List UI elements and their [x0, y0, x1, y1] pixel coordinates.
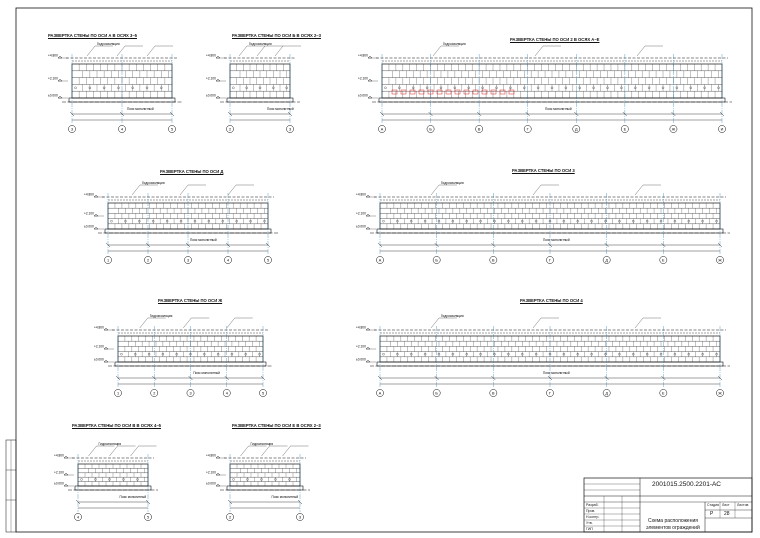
role-4: Утв.	[586, 521, 593, 525]
note-hydro: Гидроизоляция	[142, 181, 165, 185]
note-hydro: Гидроизоляция	[443, 42, 466, 46]
wall-elevation-v2	[206, 42, 301, 133]
axis-label: В	[477, 127, 481, 132]
elevation-label: ±0.000	[356, 224, 366, 229]
axis-label: Г	[526, 127, 529, 132]
note-hydro: Гидроизоляция	[249, 42, 272, 46]
role-3: Н.контр.	[586, 515, 600, 519]
note-beam: Пояс монолитный	[193, 371, 220, 375]
highlight-block	[392, 90, 397, 94]
highlight-block	[509, 90, 514, 94]
note-beam: Пояс монолитный	[190, 238, 217, 242]
note-beam: Пояс монолитный	[543, 238, 570, 242]
wall-elevation-v4	[84, 181, 278, 264]
highlight-block	[446, 90, 451, 94]
axis-label: Ж	[718, 391, 722, 396]
note-hydro: Гидроизоляция	[149, 314, 173, 318]
axis-label: А	[378, 258, 382, 263]
axis-label: 4	[226, 258, 230, 263]
sheet-number: 28	[724, 511, 730, 517]
note-hydro: Гидроизоляция	[441, 181, 464, 185]
axis-label: Б	[435, 258, 438, 263]
elevation-label: +4.800	[358, 53, 368, 58]
note-beam: Пояс монолитный	[127, 107, 154, 111]
axis-label: 2	[146, 258, 150, 263]
axis-label: В	[492, 258, 495, 263]
highlight-block	[419, 90, 424, 94]
axis-label: Ж	[671, 127, 676, 132]
note-beam: Пояс монолитный	[271, 495, 299, 499]
note-beam: Пояс монолитный	[119, 495, 147, 499]
axis-label: Б	[429, 127, 432, 132]
note-hydro: Гидроизоляция	[98, 442, 122, 446]
axis-label: Е	[662, 391, 665, 396]
axis-label: Е	[662, 258, 665, 263]
elevation-label: +2.100	[206, 470, 216, 475]
elevation-label: ±0.000	[84, 224, 94, 229]
highlight-block	[473, 90, 478, 94]
axis-label: 3	[298, 515, 302, 520]
elevation-label: +4.800	[54, 453, 64, 458]
highlight-block	[410, 90, 415, 94]
axis-label: Б	[435, 391, 438, 396]
wall-elevation-v7	[356, 314, 730, 397]
axis-label: 4	[76, 515, 80, 520]
axis-label: Ж	[718, 258, 722, 263]
stage-label: Стадия	[707, 503, 719, 507]
note-beam: Пояс монолитный	[267, 107, 294, 111]
note-beam: Пояс монолитный	[543, 371, 570, 375]
axis-label: А	[380, 127, 384, 132]
view-title-v1: РАЗВЕРТКА СТЕНЫ ПО ОСИ А В ОСЯХ 3–5	[48, 33, 137, 38]
elevation-label: +2.100	[54, 470, 64, 475]
highlight-block	[464, 90, 469, 94]
axis-label: 3	[70, 127, 74, 132]
elevation-label: +2.100	[358, 76, 368, 81]
highlight-block	[500, 90, 505, 94]
elevation-label: ±0.000	[358, 93, 368, 98]
axis-label: 2	[228, 515, 232, 520]
axis-label: Г	[548, 391, 552, 396]
elevation-label: +2.100	[356, 344, 366, 349]
highlight-block	[491, 90, 496, 94]
elevation-label: ±0.000	[206, 93, 216, 98]
note-beam: Пояс монолитный	[545, 107, 572, 111]
view-title-v4: РАЗВЕРТКА СТЕНЫ ПО ОСИ Д	[160, 169, 224, 174]
elevation-label: +2.100	[48, 76, 58, 81]
elevation-label: ±0.000	[356, 357, 366, 362]
axis-label: Е	[623, 127, 627, 132]
axis-label: 3	[288, 127, 292, 132]
axis-label: Г	[548, 258, 552, 263]
role-5: ГИП	[586, 527, 593, 531]
axis-label: 2	[228, 127, 232, 132]
wall-elevation-v8	[54, 442, 158, 521]
sheet-code: 2001015.2500.2201-АС	[652, 481, 721, 488]
axis-label: 5	[266, 258, 270, 263]
axis-label: Д	[605, 391, 608, 396]
highlight-block	[482, 90, 487, 94]
role-1: Разраб.	[586, 503, 599, 507]
axis-label: Д	[574, 127, 578, 132]
elevation-label: ±0.000	[48, 93, 58, 98]
stage-value: Р	[710, 511, 714, 517]
axis-label: 5	[170, 127, 174, 132]
highlight-block	[437, 90, 442, 94]
elevation-label: ±0.000	[206, 481, 216, 486]
elevation-label: +2.100	[206, 76, 216, 81]
elevation-label: +2.100	[356, 211, 366, 216]
axis-label: 1	[116, 391, 120, 396]
elevation-label: +4.800	[48, 53, 58, 58]
wall-elevation-v5	[356, 181, 730, 264]
axis-label: В	[492, 391, 495, 396]
view-title-v2: РАЗВЕРТКА СТЕНЫ ПО ОСИ Б В ОСЯХ 2–3	[232, 33, 321, 38]
elevation-label: +2.100	[84, 211, 94, 216]
highlight-block	[455, 90, 460, 94]
elevation-label: +4.800	[94, 325, 104, 330]
role-2: Пров.	[586, 509, 596, 513]
elevation-label: +4.800	[356, 325, 366, 330]
axis-label: 5	[261, 391, 265, 396]
elevation-label: +4.800	[206, 53, 216, 58]
axis-label: И	[720, 127, 724, 132]
elevation-label: +2.100	[94, 344, 104, 349]
axis-label: 1	[106, 258, 110, 263]
wall-elevation-v9	[206, 442, 310, 521]
sheets-label: Листов	[737, 503, 749, 507]
axis-label: 3	[189, 391, 192, 396]
view-title-v7: РАЗВЕРТКА СТЕНЫ ПО ОСИ 4	[520, 298, 583, 303]
note-hydro: Гидроизоляция	[97, 42, 120, 46]
elevation-label: ±0.000	[54, 481, 64, 486]
axis-label: Д	[605, 258, 608, 263]
axis-label: 4	[120, 127, 124, 132]
elevation-label: ±0.000	[94, 357, 104, 362]
wall-elevation-v6	[94, 314, 273, 397]
view-title-v3: РАЗВЕРТКА СТЕНЫ ПО ОСИ 2 В ОСЯХ А–Е	[510, 37, 600, 42]
note-hydro: Гидроизоляция	[250, 442, 274, 446]
wall-elevation-v3	[358, 42, 732, 133]
sheet-label: Лист	[722, 503, 730, 507]
view-title-v8: РАЗВЕРТКА СТЕНЫ ПО ОСИ В В ОСЯХ 4–5	[72, 423, 161, 428]
axis-label: 5	[146, 515, 150, 520]
sheet-frame	[16, 8, 752, 532]
axis-label: А	[378, 391, 382, 396]
view-title-v5: РАЗВЕРТКА СТЕНЫ ПО ОСИ 3	[512, 168, 575, 173]
elevation-label: +4.800	[84, 192, 94, 197]
view-title-v9: РАЗВЕРТКА СТЕНЫ ПО ОСИ Е В ОСЯХ 2–3	[232, 423, 321, 428]
highlight-block	[401, 90, 406, 94]
note-hydro: Гидроизоляция	[441, 314, 464, 318]
wall-elevation-v1	[48, 42, 182, 133]
axis-label: 2	[153, 391, 156, 396]
elevation-label: +4.800	[206, 453, 216, 458]
elevation-label: +4.800	[356, 192, 366, 197]
view-title-v6: РАЗВЕРТКА СТЕНЫ ПО ОСИ Ж	[158, 298, 223, 303]
axis-label: 3	[186, 258, 190, 263]
axis-label: 4	[225, 391, 228, 396]
drawing-title-2: элементов ограждений	[646, 525, 700, 531]
drawing-title-1: Схема расположения	[648, 518, 698, 524]
